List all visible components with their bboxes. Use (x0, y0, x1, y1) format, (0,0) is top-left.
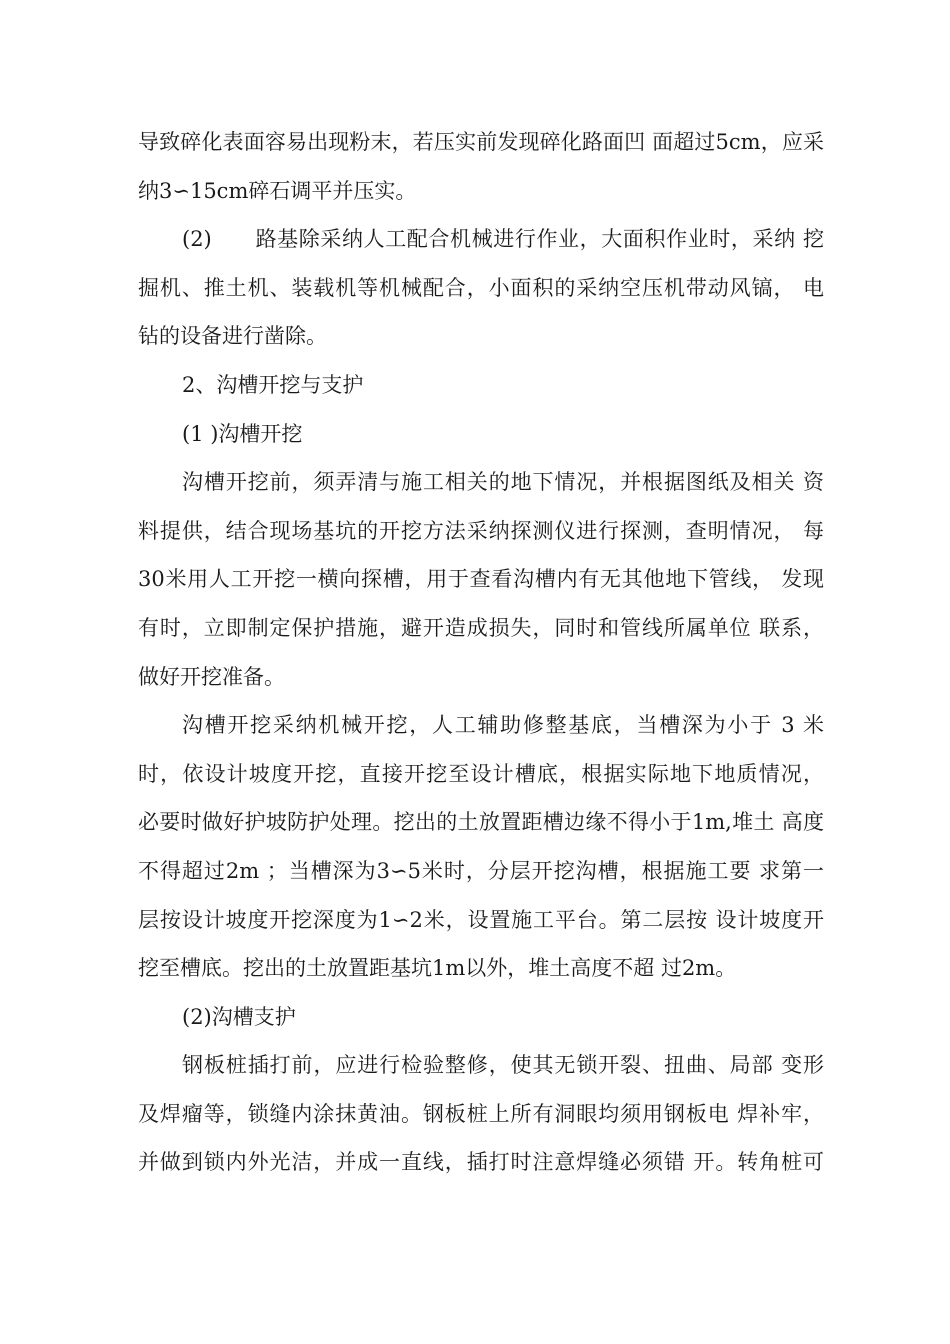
text-line-4: 掘机、推土机、装载机等机械配合，小面积的采纳空压机带动风镐， 电 (138, 275, 824, 300)
text-line-17: 层按设计坡度开挖深度为1∽2米，设置施工平台。第二层按 设计坡度开 (138, 907, 824, 932)
text-line-13: 沟槽开挖采纳机械开挖，人工辅助修整基底，当槽深为小于 3 米 (182, 713, 824, 738)
subsection-heading-2: (2)沟槽支护 (182, 1004, 296, 1029)
text-line-9: 料提供，结合现场基坑的开挖方法采纳探测仪进行探测，查明情况， 每 (138, 518, 824, 543)
text-line-16: 不得超过2m ；当槽深为3∽5米时，分层开挖沟槽，根据施工要 求第一 (138, 858, 824, 883)
text-line-2: 纳3∽15cm碎石调平并压实。 (138, 178, 417, 203)
text-line-12: 做好开挖准备。 (138, 664, 285, 689)
text-line-1: 导致碎化表面容易出现粉末，若压实前发现碎化路面凹 面超过5cm，应采 (138, 130, 824, 154)
text-line-10: 30米用人工开挖一横向探槽，用于查看沟槽内有无其他地下管线， 发现 (138, 567, 824, 592)
text-line-20: 钢板桩插打前，应进行检验整修，使其无锁开裂、扭曲、局部 变形 (182, 1053, 824, 1078)
text-line-8: 沟槽开挖前，须弄清与施工相关的地下情况，并根据图纸及相关 资 (182, 470, 824, 495)
text-line-3: (2) 路基除采纳人工配合机械进行作业，大面积作业时，采纳 挖 (182, 227, 824, 252)
text-line-18: 挖至槽底。挖出的土放置距基坑1m以外，堆土高度不超 过2m。 (138, 956, 737, 981)
text-line-14: 时，依设计坡度开挖，直接开挖至设计槽底，根据实际地下地质情况， (138, 761, 824, 786)
document-page (138, 118, 824, 1187)
subsection-heading-1: (1 )沟槽开挖 (182, 421, 303, 446)
text-line-5: 钻的设备进行凿除。 (138, 324, 327, 349)
text-line-21: 及焊瘤等，锁缝内涂抹黄油。钢板桩上所有洞眼均须用钢板电 焊补牢， (138, 1101, 824, 1126)
text-line-15: 必要时做好护坡防护处理。挖出的土放置距槽边缘不得小于1m,堆土 高度 (138, 810, 824, 835)
section-heading: 2、沟槽开挖与支护 (182, 372, 364, 397)
text-line-11: 有时，立即制定保护措施，避开造成损失，同时和管线所属单位 联系， (138, 615, 824, 640)
text-line-22: 并做到锁内外光洁，并成一直线，插打时注意焊缝必须错 开。转角桩可 (138, 1150, 824, 1175)
